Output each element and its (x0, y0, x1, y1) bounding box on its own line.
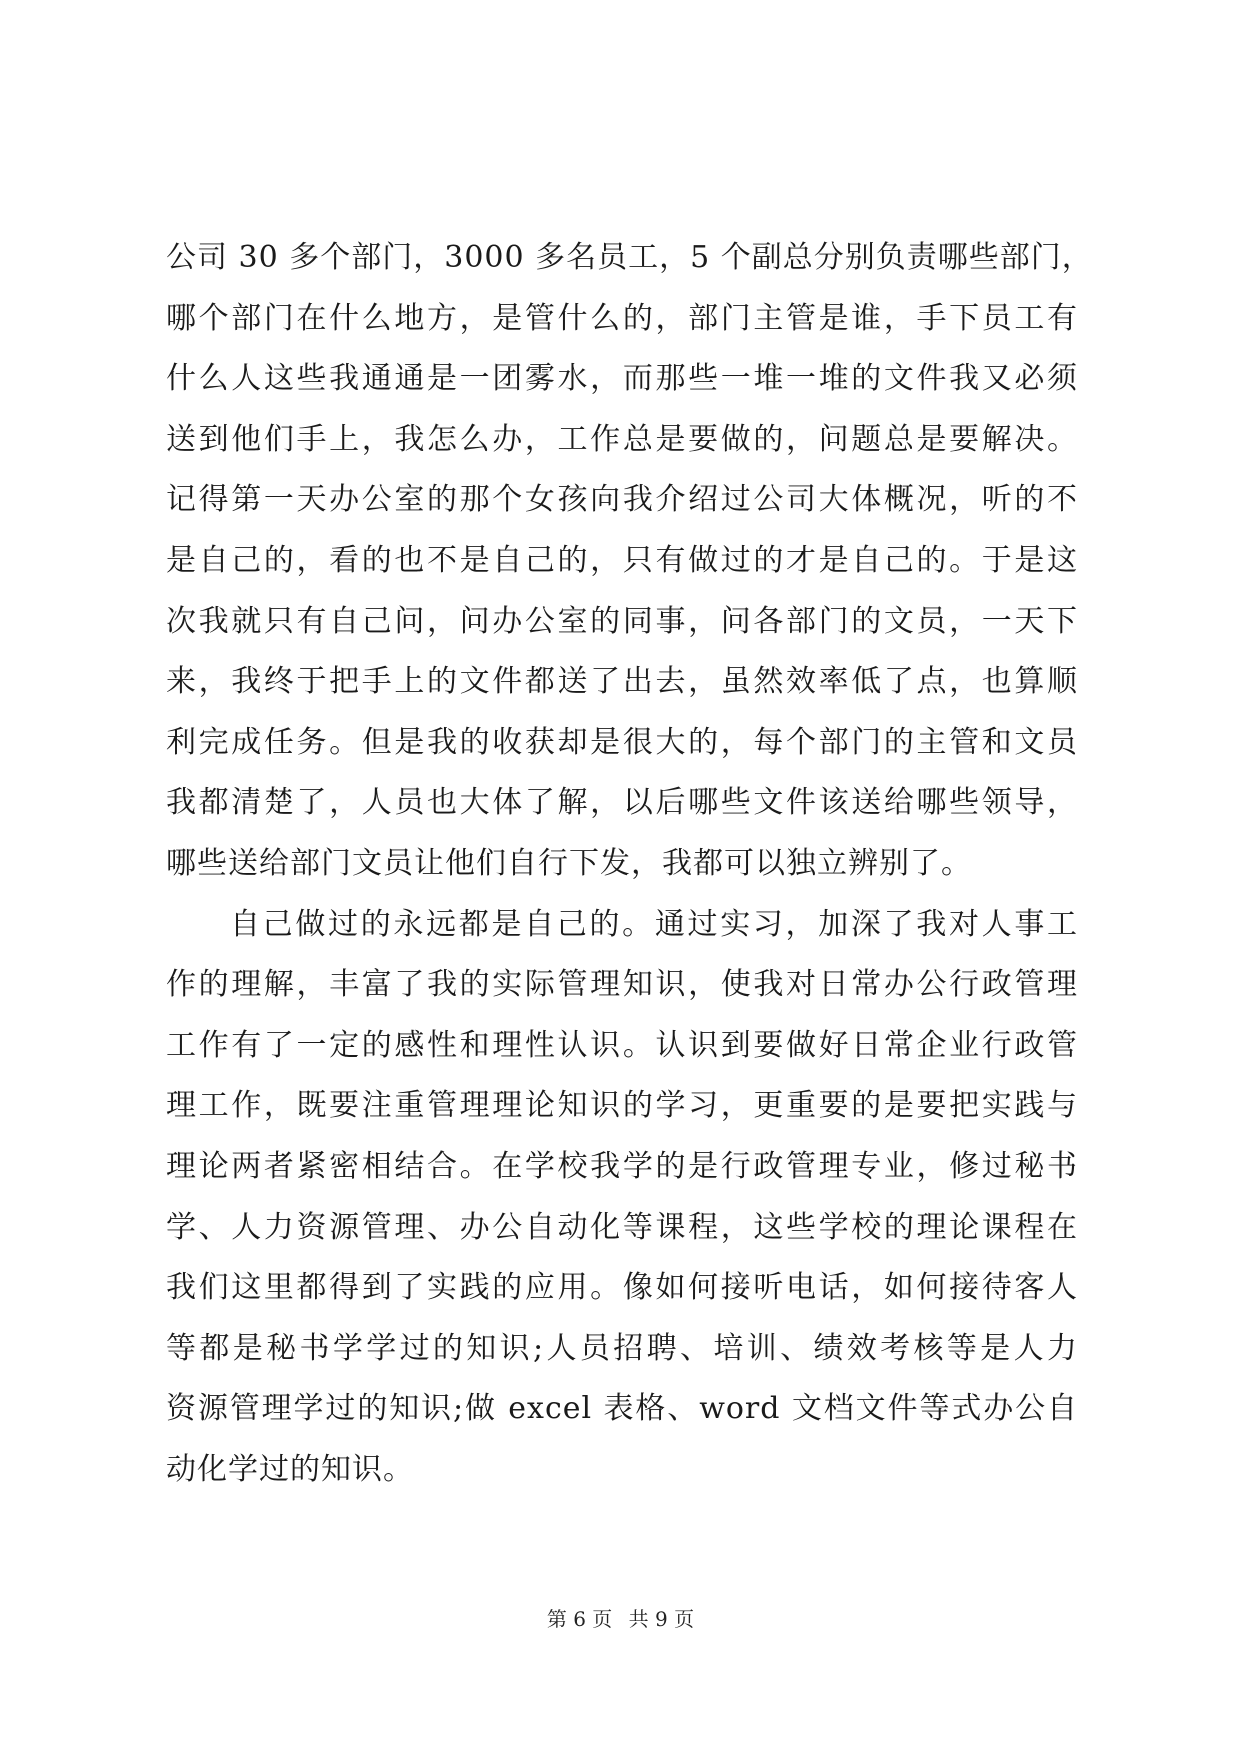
text-line: 资源管理学过的知识;做 excel 表格、word 文档文件等式办公自 (166, 1391, 1078, 1427)
text-line: 什么人这些我通通是一团雾水，而那些一堆一堆的文件我又必须 (166, 361, 1078, 397)
paragraph-first-line: 自己做过的永远都是自己的。通过实习，加深了我对人事工 (230, 906, 1078, 942)
paragraph-end-line: 哪些送给部门文员让他们自行下发，我都可以独立辨别了。 (166, 845, 972, 881)
text-line: 是自己的，看的也不是自己的，只有做过的才是自己的。于是这 (166, 542, 1078, 578)
text-line: 我都清楚了，人员也大体了解，以后哪些文件该送给哪些领导， (166, 785, 1078, 821)
text-line: 作的理解，丰富了我的实际管理知识，使我对日常办公行政管理 (166, 967, 1078, 1003)
page-footer (0, 1603, 1241, 1632)
text-line: 我们这里都得到了实践的应用。像如何接听电话，如何接待客人 (166, 1270, 1078, 1306)
text-line: 次我就只有自己问，问办公室的同事，问各部门的文员，一天下 (166, 603, 1078, 639)
text-line: 学、人力资源管理、办公自动化等课程，这些学校的理论课程在 (166, 1209, 1078, 1245)
text-line: 公司 30 多个部门，3000 多名员工，5 个副总分别负责哪些部门， (166, 240, 1093, 275)
text-line: 工作有了一定的感性和理性认识。认识到要做好日常企业行政管 (166, 1027, 1078, 1063)
text-line: 记得第一天办公室的那个女孩向我介绍过公司大体概况，听的不 (166, 482, 1078, 518)
text-line: 等都是秘书学学过的知识;人员招聘、培训、绩效考核等是人力 (166, 1330, 1078, 1366)
text-line: 理工作，既要注重管理理论知识的学习，更重要的是要把实践与 (166, 1088, 1078, 1124)
text-line: 送到他们手上，我怎么办，工作总是要做的，问题总是要解决。 (166, 421, 1078, 457)
paragraph-end-line: 动化学过的知识。 (166, 1451, 414, 1487)
text-line: 利完成任务。但是我的收获却是很大的，每个部门的主管和文员 (166, 724, 1078, 760)
body-text (166, 228, 1093, 1500)
page-total: 共 9 页 (628, 1607, 695, 1631)
text-line: 来，我终于把手上的文件都送了出去，虽然效率低了点，也算顺 (166, 664, 1078, 700)
page-number: 第 6 页 (546, 1607, 613, 1631)
text-line: 理论两者紧密相结合。在学校我学的是行政管理专业，修过秘书 (166, 1148, 1078, 1184)
text-line: 哪个部门在什么地方，是管什么的，部门主管是谁，手下员工有 (166, 300, 1078, 336)
